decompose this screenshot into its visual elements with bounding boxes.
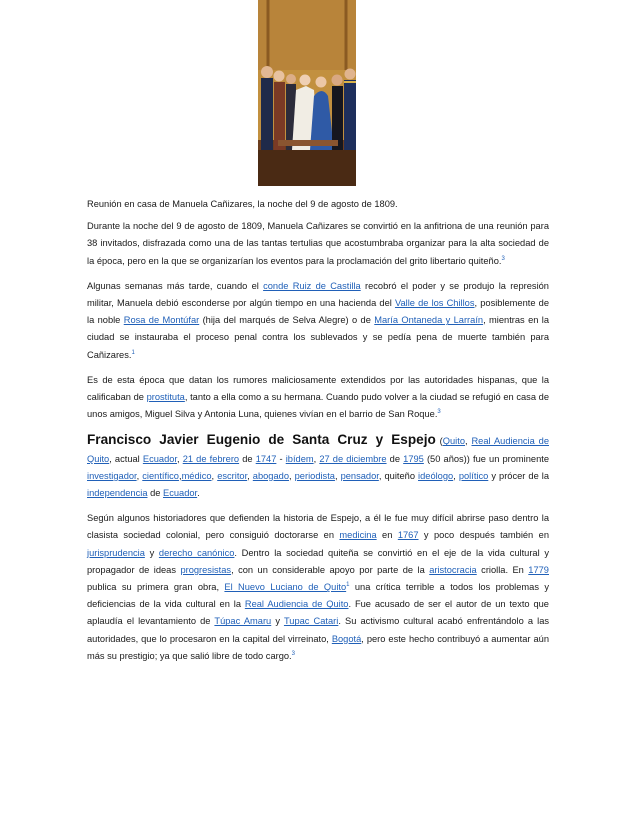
paragraph-text: de bbox=[147, 488, 163, 499]
link-21-de-febrero[interactable]: 21 de febrero bbox=[182, 453, 240, 464]
caption-text: Reunión en casa de Manuela Cañizares, la noche del 9 de agosto de 1809. bbox=[87, 199, 398, 209]
paragraph-text: de bbox=[239, 453, 256, 464]
paragraph-text: y bbox=[271, 616, 284, 627]
paragraph-text: y bbox=[144, 547, 159, 558]
link-1747[interactable]: 1747 bbox=[255, 453, 277, 464]
paragraph-text: , bbox=[247, 470, 253, 481]
link-quito[interactable]: Quito bbox=[442, 436, 466, 447]
link-abogado[interactable]: abogado bbox=[252, 470, 289, 481]
footnote-ref[interactable]: 3 bbox=[291, 650, 295, 657]
paragraph-text: y prócer de la bbox=[488, 470, 550, 481]
paragraph-text: , bbox=[211, 470, 218, 481]
paragraph-text: de bbox=[386, 453, 404, 464]
paragraph-text: , pero este hecho contribuyó a aumentar aún más su prestigio; ya que salió libre de todo cargo. bbox=[87, 633, 549, 661]
link-politico[interactable]: político bbox=[458, 470, 489, 481]
paragraph-text: , posiblemente de la noble bbox=[87, 298, 550, 326]
article-body bbox=[87, 196, 549, 673]
paragraph-text: Según algunos historiadores que defienden la historia de Espejo, a él le fue muy difícil abrirse paso dentro la clasista sociedad colonial, pero consiguió doctorarse en bbox=[87, 513, 549, 541]
paragraph-text: , con un considerable apoyo por parte de la bbox=[231, 564, 430, 575]
footnote-ref[interactable]: 3 bbox=[501, 255, 505, 262]
paragraph-text: y poco después también en bbox=[418, 530, 549, 541]
link-escritor[interactable]: escritor bbox=[217, 470, 248, 481]
paragraph-text: , bbox=[136, 470, 143, 481]
paragraph-rumores bbox=[87, 372, 549, 424]
paragraph-text: recobró el poder y se produjo la represión militar, Manuela debió esconderse por algún tiempo en una hacienda del bbox=[87, 280, 549, 309]
paragraph-text: Es de esta época que datan los rumores maliciosamente extendidos por las autoridades hispanas, que la calificaban de bbox=[87, 374, 549, 403]
link-prostituta[interactable]: prostituta bbox=[146, 392, 185, 403]
paragraph-text: , bbox=[177, 453, 183, 464]
paragraph-text: , tanto a ella como a su hermana. Cuando pudo volver a la ciudad se refugió en casa de unos amigos, Miguel Silva y Antonia Luna, quienes vivían en el barrio de San Roque. bbox=[87, 392, 550, 420]
link-periodista[interactable]: periodista bbox=[294, 470, 335, 481]
paragraph-text: . Su activismo cultural acabó enfrentándolo a las autoridades, que lo procesaron en la capital del virreinato, bbox=[87, 616, 550, 644]
paragraph-text: , bbox=[289, 470, 295, 481]
footnote-ref[interactable]: 3 bbox=[437, 409, 441, 416]
paragraph-text: una crítica terrible a todos los problemas y deficiencias de la vida cultural en la bbox=[87, 582, 549, 610]
paragraph-text: en bbox=[376, 530, 398, 541]
paragraph-text: . Fue acusado de ser el autor de un texto que aplaudía el levantamiento de bbox=[87, 599, 549, 627]
paragraph-espejo-historia bbox=[87, 510, 549, 665]
paragraph-text: , quiteño bbox=[378, 470, 419, 481]
link-progresistas[interactable]: progresistas bbox=[180, 564, 232, 575]
link-1795[interactable]: 1795 bbox=[403, 453, 424, 464]
link-27-de-diciembre[interactable]: 27 de diciembre bbox=[319, 453, 387, 464]
section-heading-espejo: Francisco Javier Eugenio de Santa Cruz y Espejo bbox=[87, 432, 436, 448]
paragraph-text: (50 años)) fue un prominente bbox=[423, 453, 550, 464]
paragraph-text: . Dentro la sociedad quiteña se convirtió en el eje de la vida cultural y propagador de ideas bbox=[87, 547, 549, 575]
paragraph-text: (hija del marqués de Selva Alegre) o de bbox=[199, 315, 375, 326]
link-ecuador-2[interactable]: Ecuador bbox=[163, 488, 198, 499]
link-jurisprudencia[interactable]: jurisprudencia bbox=[87, 547, 145, 558]
paragraph-text: - bbox=[276, 453, 286, 464]
link-tupac-amaru[interactable]: Túpac Amaru bbox=[214, 616, 272, 627]
footnote-ref[interactable]: 1 bbox=[131, 349, 135, 356]
paragraph-text: criolla. En bbox=[476, 564, 529, 575]
paragraph-text: Durante la noche del 9 de agosto de 1809, Manuela Cañizares se convirtió en la anfitriona de una reunión para 38 invitados, disfrazada como una de las tantas tertulias que acostumbraba organizar para la alta sociedad de la época, pero en la que se organizarían los eventos para la proclamación del grito libertario quiteño. bbox=[87, 221, 549, 266]
painting-image bbox=[258, 0, 356, 186]
link-valle-de-los-chillos[interactable]: Valle de los Chillos bbox=[394, 298, 475, 309]
link-independencia[interactable]: independencia bbox=[87, 488, 148, 499]
link-rosa-de-montufar[interactable]: Rosa de Montúfar bbox=[123, 315, 200, 326]
link-ibidem[interactable]: ibídem bbox=[285, 453, 314, 464]
link-cientifico[interactable]: científico bbox=[142, 470, 179, 481]
paragraph-text: , bbox=[313, 453, 320, 464]
paragraph-text: , bbox=[465, 436, 472, 447]
paragraph-text: , actual bbox=[109, 453, 143, 464]
link-ecuador[interactable]: Ecuador bbox=[142, 453, 177, 464]
figure-caption bbox=[87, 196, 549, 213]
paragraph-text: , bbox=[334, 470, 341, 481]
link-medicina[interactable]: medicina bbox=[339, 530, 377, 541]
link-1767[interactable]: 1767 bbox=[397, 530, 419, 541]
paragraph-text: Algunas semanas más tarde, cuando el bbox=[87, 280, 264, 291]
link-el-nuevo-luciano-de-quito[interactable]: El Nuevo Luciano de Quito bbox=[224, 582, 347, 593]
paragraph-text: ( bbox=[435, 436, 443, 447]
link-pensador[interactable]: pensador bbox=[340, 470, 379, 481]
painting-illustration bbox=[258, 0, 356, 186]
link-derecho-canonico[interactable]: derecho canónico bbox=[158, 547, 235, 558]
link-medico[interactable]: médico bbox=[181, 470, 212, 481]
link-maria-ontaneda-y-larrain[interactable]: María Ontaneda y Larraín bbox=[374, 315, 484, 326]
paragraph-text: , bbox=[453, 470, 459, 481]
link-aristocracia[interactable]: aristocracia bbox=[429, 564, 477, 575]
link-ideologo[interactable]: ideólogo bbox=[418, 470, 454, 481]
paragraph-text: . bbox=[197, 488, 200, 499]
link-real-audiencia-de-quito-2[interactable]: Real Audiencia de Quito bbox=[244, 599, 349, 610]
link-investigador[interactable]: investigador bbox=[87, 470, 137, 481]
link-bogota[interactable]: Bogotá bbox=[331, 633, 362, 644]
link-1779[interactable]: 1779 bbox=[528, 564, 549, 575]
paragraph-text: , bbox=[178, 470, 182, 481]
link-conde-ruiz-de-castilla[interactable]: conde Ruiz de Castilla bbox=[263, 280, 361, 291]
paragraph-text: publica su primera gran obra, bbox=[87, 582, 225, 593]
footnote-ref[interactable]: 1 bbox=[346, 582, 350, 589]
link-real-audiencia-de-quito[interactable]: Real Audiencia de Quito bbox=[87, 436, 549, 464]
link-tupac-catari[interactable]: Tupac Catari bbox=[283, 616, 339, 627]
paragraph-text: , mientras en la ciudad se instauraba el proceso penal contra los sublevados y se pedía pena de muerte también para Cañizares. bbox=[87, 315, 550, 360]
paragraph-reunion bbox=[87, 218, 549, 270]
paragraph-represion bbox=[87, 278, 549, 364]
